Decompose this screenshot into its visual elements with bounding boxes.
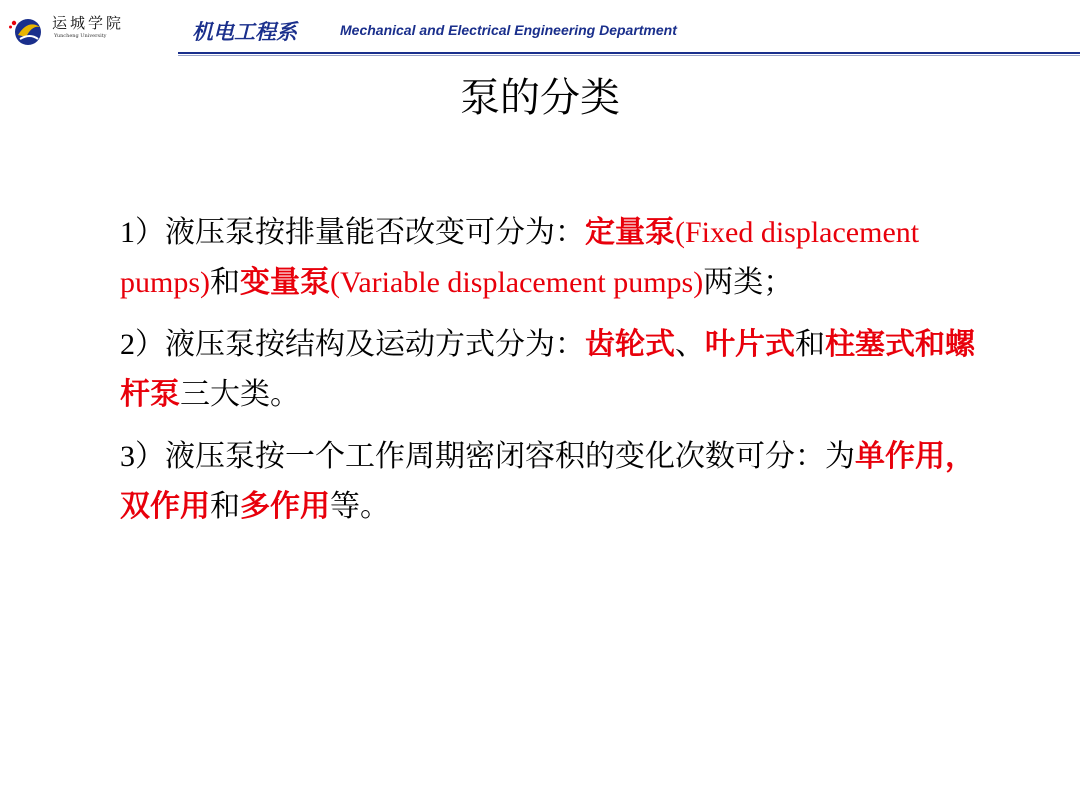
term-multi-acting: 多作用 (240, 490, 330, 523)
logo-chinese-name: 运城学院 (52, 14, 125, 32)
term-fixed-pump: 定量泵 (585, 216, 675, 249)
text-segment: 1）液压泵按排量能否改变可分为： (120, 216, 585, 249)
slide-title: 泵的分类 (460, 75, 620, 121)
slide-header (0, 0, 1080, 56)
text-segment: 两类； (703, 266, 794, 299)
department-name-cn: 机电工程系 (192, 20, 297, 44)
term-piston-screw: 柱塞式和螺杆泵 (120, 328, 975, 411)
paragraph-structure (120, 320, 1000, 420)
text-segment: 3）液压泵按一个工作周期密闭容积的变化次数可分：为 (120, 440, 855, 473)
department-name-en: Mechanical and Electrical Engineering Department (340, 22, 677, 38)
text-segment: 和 (210, 266, 240, 299)
text-segment: 三大类。 (180, 378, 300, 411)
slide-body (120, 208, 1000, 544)
text-segment: ， (945, 440, 975, 473)
term-variable-pump-en: (Variable displacement pumps) (330, 266, 704, 299)
term-fixed-pump-en: (Fixed displacement pumps) (120, 216, 920, 299)
text-segment: 、 (675, 328, 705, 361)
text-segment: 和 (795, 328, 825, 361)
text-segment: 和 (210, 490, 240, 523)
header-divider-thin (178, 55, 1080, 56)
logo-english-name: Yuncheng University (54, 33, 107, 39)
term-variable-pump: 变量泵 (240, 266, 330, 299)
paragraph-action (120, 432, 1000, 532)
university-logo (0, 0, 178, 52)
university-emblem-icon (8, 15, 46, 47)
text-segment: 2）液压泵按结构及运动方式分为： (120, 328, 585, 361)
term-double-acting: 双作用 (120, 490, 210, 523)
term-vane-type: 叶片式 (705, 328, 795, 361)
term-single-acting: 单作用 (855, 440, 945, 473)
paragraph-displacement (120, 208, 1000, 308)
header-divider (178, 52, 1080, 54)
term-gear-type: 齿轮式 (585, 328, 675, 361)
text-segment: 等。 (330, 490, 390, 523)
